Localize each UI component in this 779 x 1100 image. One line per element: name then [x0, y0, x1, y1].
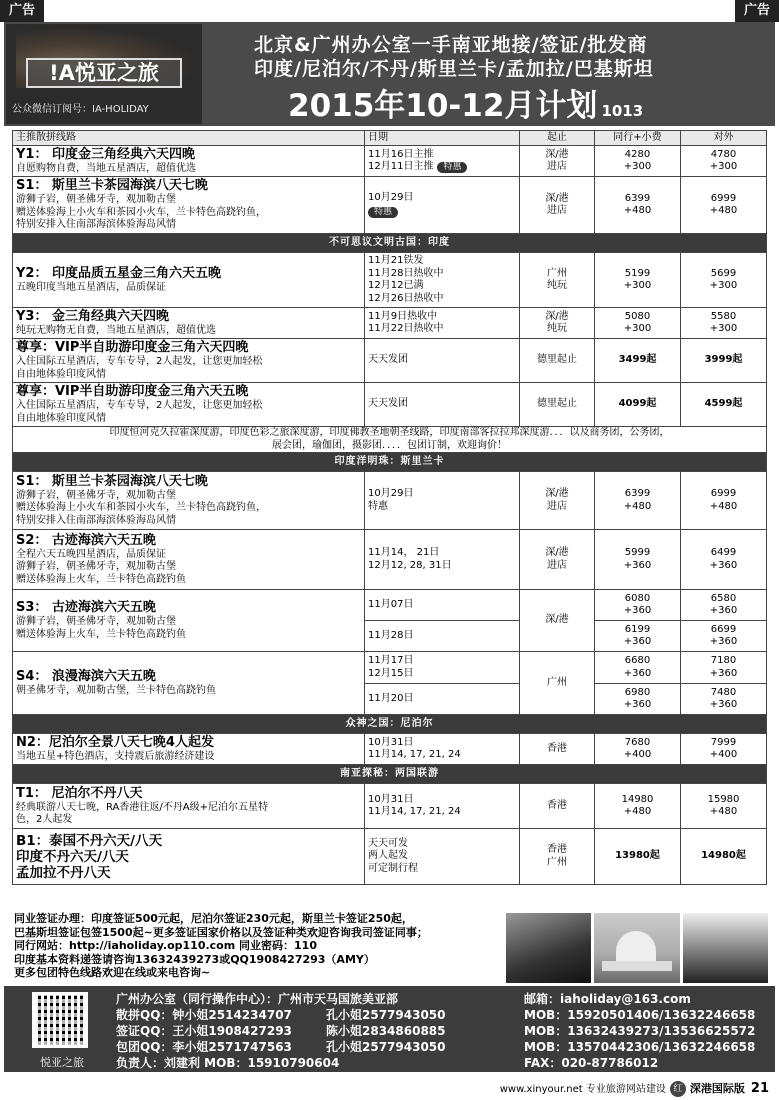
start-line: 香港	[547, 799, 567, 811]
tip: +360	[709, 667, 738, 679]
price: 6980	[624, 686, 651, 698]
peer-price-cell	[595, 253, 681, 308]
price: 6080	[624, 592, 651, 604]
col-start: 起止	[520, 131, 595, 146]
table-header-row	[13, 131, 767, 146]
fax: FAX：020-87786012	[524, 1056, 659, 1070]
route-title: T1： 尼泊尔不丹八天	[16, 785, 143, 801]
date-cell	[365, 829, 520, 885]
date-cell	[365, 621, 520, 652]
date-line	[368, 161, 516, 174]
price: 6399	[624, 192, 651, 204]
contact-row	[116, 1038, 755, 1055]
route-desc: 经典联游八天七晚，RA香港往返/不丹A级+尼泊尔五星特	[16, 801, 268, 813]
start-line: 广州	[547, 267, 567, 279]
contact-footer	[4, 986, 775, 1072]
start-line: 进店	[547, 161, 567, 172]
peer-price-cell: 13980起	[595, 829, 681, 885]
peer-price-cell: 4099起	[595, 383, 681, 427]
date-cell	[365, 472, 520, 530]
date-cell	[365, 383, 520, 427]
start-cell	[520, 784, 595, 829]
website-line[interactable]: 同行网站：http://iaholiday.op110.com 同业密码：110	[14, 939, 317, 952]
headline-countries: 印度/尼泊尔/不丹/斯里兰卡/孟加拉/巴基斯坦	[254, 58, 654, 80]
section-header-southasia	[13, 765, 767, 784]
taj-mahal-photo	[594, 913, 679, 983]
note-line: 印度恒河克久拉霍深度游，印度色彩之旅深度游，印度佛教圣地朝圣线路，印度南部客拉拉邦深度游．．．以及商务团，公务团，	[109, 427, 670, 438]
date-cell	[365, 308, 520, 339]
email[interactable]: 邮箱：iaholiday@163.com	[524, 992, 691, 1006]
start-line: 广州	[547, 856, 567, 868]
col-public: 对外	[681, 131, 767, 146]
headline-services: 北京&广州办公室一手南亚地接/签证/批发商	[254, 34, 648, 56]
route-desc: 全程六天五晚四星酒店，品质保证	[16, 548, 166, 560]
date-line: 两人起发	[368, 850, 408, 862]
price: 5199	[624, 267, 651, 279]
price: 7999	[710, 736, 737, 748]
logo-box	[6, 24, 202, 124]
india-note	[13, 427, 767, 453]
tip: +360	[623, 667, 652, 679]
route-title: S3： 古迹海滨六天五晚	[16, 600, 156, 615]
table-row	[13, 829, 767, 885]
date-line: 11月17日	[368, 655, 414, 666]
start-cell	[520, 652, 595, 715]
route-title: Y3： 金三角经典六天四晚	[16, 308, 169, 324]
route-desc: 游狮子岩，朝圣佛牙寺，观加勒古堡	[16, 616, 176, 627]
col-date: 日期	[365, 131, 520, 146]
date-line: 11月14, 17, 21, 24	[368, 749, 461, 760]
tip: +300	[623, 323, 652, 334]
route-cell	[13, 383, 365, 427]
route-cell	[13, 590, 365, 652]
peer-price-cell	[595, 177, 681, 234]
date-cell	[365, 784, 520, 829]
route-desc: 朝圣佛牙寺，观加勒古堡，兰卡特色高跷钓鱼	[16, 684, 216, 696]
table-row	[13, 652, 767, 684]
start-cell	[520, 253, 595, 308]
public-price-cell: 3999起	[681, 339, 767, 383]
start-line: 广州	[547, 676, 567, 688]
date-line: 11月9日热收中	[368, 310, 438, 322]
date-cell	[365, 339, 520, 383]
publisher-logo-icon: 红	[670, 1081, 686, 1097]
ad-tag-right: 广告	[735, 0, 779, 22]
price: 4280	[624, 148, 651, 160]
tip: +300	[709, 280, 738, 291]
table-row	[13, 308, 767, 339]
peer-price-cell	[595, 684, 681, 715]
date-line: 天天发团	[368, 398, 408, 410]
contact-row	[116, 1006, 755, 1023]
public-price-cell	[681, 784, 767, 829]
date-line: 12月12, 28, 31日	[368, 559, 452, 571]
date-line: 11月28日热收中	[368, 267, 444, 279]
tip: +480	[709, 806, 738, 817]
route-table	[12, 130, 767, 885]
route-desc: 游狮子岩，朝圣佛牙寺，观加勒古堡	[16, 194, 176, 206]
peer-price-cell	[595, 734, 681, 765]
price: 14980	[621, 793, 654, 805]
public-price-cell	[681, 472, 767, 530]
public-price-cell	[681, 652, 767, 684]
date-line: 11月22日热收中	[368, 323, 444, 334]
route-desc: 赠送体验海上火车，兰卡特色高跷钓鱼	[16, 628, 186, 640]
table-row	[13, 146, 767, 177]
route-desc: 纯玩无购物无自费，当地五星酒店，超值优选	[16, 324, 216, 336]
date-cell	[365, 177, 520, 234]
public-price-cell	[681, 734, 767, 765]
table-row	[13, 530, 767, 590]
table-row	[13, 253, 767, 308]
route-cell	[13, 784, 365, 829]
date-line: 11月14， 21日	[368, 547, 440, 558]
date-line: 11月07日	[368, 598, 414, 610]
table-row	[13, 734, 767, 765]
qr-label: 悦亚之旅	[40, 1056, 84, 1069]
date-line: 可定制行程	[368, 862, 418, 874]
contact-qq: 陈小姐2834860885	[326, 1024, 446, 1038]
start-line: 深/港	[545, 547, 569, 558]
date-line: 特惠	[368, 500, 388, 512]
start-line: 深/港	[545, 192, 569, 204]
route-cell	[13, 652, 365, 715]
section-header-india	[13, 234, 767, 253]
tip: +480	[709, 500, 738, 512]
plan-text: 2015年10-12月计划	[288, 88, 598, 124]
start-line: 进店	[547, 559, 567, 571]
route-desc: 赠送体验海上火车，兰卡特色高跷钓鱼	[16, 573, 186, 585]
peer-price-cell	[595, 472, 681, 530]
route-desc: 五晚印度当地五星酒店，品质保证	[16, 281, 166, 293]
route-title: 尊享：VIP半自助游印度金三角六天四晚	[16, 340, 249, 355]
peer-price-cell	[595, 652, 681, 684]
contact-row	[116, 1054, 658, 1071]
tip: +400	[623, 749, 652, 760]
route-cell	[13, 472, 365, 530]
col-peer: 同行+小费	[595, 131, 681, 146]
tip: +360	[709, 605, 738, 616]
price: 6680	[624, 655, 651, 666]
start-line: 德里起止	[537, 398, 577, 410]
price: 4780	[710, 148, 737, 160]
tip: +480	[623, 500, 652, 512]
col-route: 主推散拼线路	[13, 131, 365, 146]
route-title: 孟加拉不丹八天	[16, 864, 111, 881]
date-line: 天天发团	[368, 354, 408, 366]
route-cell	[13, 734, 365, 765]
start-cell	[520, 339, 595, 383]
start-cell	[520, 530, 595, 590]
table-row	[13, 472, 767, 530]
start-cell	[520, 829, 595, 885]
table-row	[13, 339, 767, 383]
monastery-photo	[506, 913, 591, 983]
date-line: 11月20日	[368, 692, 414, 704]
contact-row	[116, 1022, 755, 1039]
tip: +300	[709, 161, 738, 172]
tip: +360	[623, 636, 652, 647]
start-cell	[520, 308, 595, 339]
header-banner	[4, 22, 775, 126]
start-line: 深/港	[545, 488, 569, 499]
route-title: 印度不丹六天/八天	[16, 848, 129, 865]
special-offer-badge: 特惠	[368, 207, 398, 218]
tip: +360	[623, 605, 652, 616]
price: 7680	[624, 736, 651, 748]
photo-strip	[506, 913, 768, 983]
manager: 负责人：刘建利 MOB：15910790604	[116, 1056, 340, 1070]
start-line: 进店	[547, 500, 567, 512]
peer-price-cell	[595, 308, 681, 339]
peer-price-cell	[595, 146, 681, 177]
landscape-photo	[683, 913, 768, 983]
route-title: Y2： 印度品质五星金三角六天五晚	[16, 265, 221, 281]
date-line: 10月31日	[368, 793, 414, 805]
logo: !A悦亚之旅	[26, 58, 182, 88]
tip: +300	[709, 323, 738, 334]
note-line: 展会团，瑜伽团，摄影团．．．．包团订制，欢迎询价！	[272, 439, 507, 451]
start-line: 德里起止	[537, 354, 577, 366]
route-desc: 游狮子岩，朝圣佛牙寺，观加勒古堡	[16, 561, 176, 573]
price: 15980	[707, 793, 740, 805]
contact-mobile: MOB：13632439273/13536625572	[524, 1024, 756, 1038]
plan-title	[288, 80, 643, 125]
qr-code-icon[interactable]	[32, 992, 88, 1048]
wechat-id: 公众微信订阅号：IA-HOLIDAY	[12, 104, 149, 115]
date-line: 12月15日	[368, 667, 414, 679]
tip: +480	[623, 205, 652, 216]
date-line: 12月26日热收中	[368, 292, 444, 304]
tip: +300	[623, 280, 652, 291]
public-price-cell: 4599起	[681, 383, 767, 427]
public-price-cell	[681, 590, 767, 621]
contact-qq: 孔小姐2577943050	[326, 1040, 446, 1054]
price: 6999	[710, 488, 737, 499]
peer-price-cell	[595, 621, 681, 652]
contact-qq: 签证QQ：王小姐1908427293	[116, 1024, 292, 1038]
price: 6580	[710, 592, 737, 604]
public-price-cell: 14980起	[681, 829, 767, 885]
date-line: 11月16日主推	[368, 148, 434, 160]
date-line: 10月29日	[368, 488, 414, 499]
date-cell	[365, 734, 520, 765]
tip: +400	[709, 749, 738, 760]
public-price-cell	[681, 177, 767, 234]
price: 5080	[624, 310, 651, 322]
start-line: 纯玩	[547, 323, 567, 334]
date-line: 天天可发	[368, 837, 408, 849]
tip: +360	[709, 699, 738, 710]
date-line: 11月21铁发	[368, 255, 424, 266]
public-price-cell	[681, 146, 767, 177]
start-cell	[520, 146, 595, 177]
contact-qq: 孔小姐2577943050	[326, 1008, 446, 1022]
tip: +360	[623, 699, 652, 710]
visa-line: 更多包团特色线路欢迎在线或来电咨询~	[14, 966, 211, 979]
route-title: S4： 浪漫海滨六天五晚	[16, 668, 156, 684]
date-line: 12月12已满	[368, 280, 424, 291]
route-desc: 特别安排入住南部海滨体验海岛风情	[16, 514, 176, 526]
start-line: 香港	[547, 742, 567, 754]
price: 6399	[624, 488, 651, 499]
date-cell	[365, 590, 520, 621]
price: 5999	[624, 547, 651, 558]
route-title: N2：尼泊尔全景八天七晚4人起发	[16, 734, 214, 750]
route-title: S1： 斯里兰卡茶园海滨八天七晚	[16, 473, 208, 489]
route-title: Y1： 印度金三角经典六天四晚	[16, 146, 195, 162]
peer-price-cell	[595, 590, 681, 621]
route-cell	[13, 339, 365, 383]
date-text: 12月11日主推	[368, 161, 434, 172]
visa-line: 巴基斯坦签证包签1500起~更多签证国家价格以及签证种类欢迎咨询我司签证同事；	[14, 925, 428, 939]
tip: +360	[709, 559, 738, 571]
route-title: 尊享：VIP半自助游印度金三角六天五晚	[16, 384, 249, 399]
peer-price-cell	[595, 784, 681, 829]
price: 7180	[710, 655, 737, 666]
price: 5580	[710, 310, 737, 322]
ad-tag-left: 广告	[0, 0, 44, 22]
tip: +360	[623, 559, 652, 571]
public-price-cell	[681, 530, 767, 590]
tip: +480	[709, 205, 738, 216]
office-address: 广州办公室（同行操作中心）：广州市天马国旅美亚部	[116, 992, 399, 1006]
section-header-srilanka	[13, 453, 767, 472]
route-desc: 自由地体验印度风情	[16, 412, 106, 424]
date-cell	[365, 652, 520, 684]
route-cell	[13, 146, 365, 177]
start-cell	[520, 177, 595, 234]
date-line: 10月29日	[368, 191, 414, 203]
page-footer	[0, 1078, 779, 1100]
peer-price-cell: 3499起	[595, 339, 681, 383]
section-header-nepal	[13, 715, 767, 734]
route-cell	[13, 177, 365, 234]
price: 6999	[710, 192, 737, 204]
date-cell	[365, 684, 520, 715]
route-desc: 入住国际五星酒店，专车专导，2人起发，让您更加轻松	[16, 400, 263, 411]
peer-price-cell	[595, 530, 681, 590]
start-line: 深/港	[545, 310, 569, 322]
table-row	[13, 784, 767, 829]
start-line: 深/港	[545, 614, 569, 626]
visa-line: 同业签证办理：印度签证500元起，尼泊尔签证230元起，斯里兰卡签证250起，	[14, 912, 413, 925]
route-cell	[13, 308, 365, 339]
table-row	[13, 383, 767, 427]
table-row	[13, 590, 767, 621]
public-price-cell	[681, 621, 767, 652]
route-cell	[13, 253, 365, 308]
start-cell	[520, 734, 595, 765]
route-cell	[13, 530, 365, 590]
price: 6499	[710, 547, 737, 558]
start-cell	[520, 590, 595, 652]
route-desc: 自由地体验印度风情	[16, 368, 106, 380]
contact-qq: 散拼QQ：钟小姐2514234707	[116, 1008, 292, 1022]
route-desc: 色，2人起发	[16, 814, 73, 825]
public-price-cell	[681, 253, 767, 308]
route-cell	[13, 829, 365, 885]
section-title: 不可思议文明古国：印度	[13, 234, 767, 253]
table-row	[13, 177, 767, 234]
visa-line: 印度基本资料递签请咨询13632439273或QQ1908427293（AMY）	[14, 952, 375, 966]
start-line: 深/港	[545, 148, 569, 160]
price: 6699	[710, 623, 737, 635]
section-title: 南亚探秘：两国联游	[13, 765, 767, 784]
site-credit: www.xinyour.net 专业旅游网站建设	[499, 1084, 666, 1095]
date-cell	[365, 253, 520, 308]
date-cell	[365, 530, 520, 590]
contact-qq: 包团QQ：李小姐2571747563	[116, 1040, 292, 1054]
route-desc: 游狮子岩，朝圣佛牙寺，观加勒古堡	[16, 489, 176, 501]
price: 7480	[710, 686, 737, 698]
route-desc: 特别安排入住南部海滨体验海岛风情	[16, 219, 176, 231]
india-note-row	[13, 427, 767, 453]
date-line: 10月31日	[368, 736, 414, 748]
tip: +480	[623, 806, 652, 817]
contact-mobile: MOB：13570442306/13632246658	[524, 1040, 756, 1054]
route-desc: 赠送体验海上小火车和茶园小火车，兰卡特色高跷钓鱼，	[16, 502, 266, 514]
route-desc: 赠送体验海上小火车和茶园小火车，兰卡特色高跷钓鱼，	[16, 206, 266, 218]
start-line: 纯玩	[547, 280, 567, 291]
start-line: 香港	[547, 844, 567, 855]
route-title: B1：泰国不丹六天/八天	[16, 832, 163, 849]
route-desc: 自愿购物自费，当地五星酒店，超值优选	[16, 162, 196, 174]
route-title: S2： 古迹海滨六天五晚	[16, 532, 156, 548]
date-cell	[365, 146, 520, 177]
route-desc: 入住国际五星酒店，专车专导，2人起发，让您更加轻松	[16, 356, 263, 367]
tip: +300	[623, 161, 652, 172]
plan-code: 1013	[601, 102, 644, 120]
start-line: 进店	[547, 205, 567, 216]
public-price-cell	[681, 684, 767, 715]
tip: +360	[709, 636, 738, 647]
date-line: 11月14, 17, 21, 24	[368, 806, 461, 817]
route-title: S1： 斯里兰卡茶园海滨八天七晚	[16, 178, 208, 194]
special-offer-badge: 特惠	[437, 162, 467, 173]
route-desc: 当地五星+特色酒店，支持震后旅游经济建设	[16, 750, 215, 762]
section-title: 印度洋明珠：斯里兰卡	[13, 453, 767, 472]
page-number: 21	[750, 1081, 769, 1096]
public-price-cell	[681, 308, 767, 339]
section-title: 众神之国：尼泊尔	[13, 715, 767, 734]
start-cell	[520, 472, 595, 530]
price: 6199	[624, 623, 651, 635]
visa-info	[14, 912, 504, 980]
price: 5699	[710, 267, 737, 279]
start-cell	[520, 383, 595, 427]
magazine-brand: 深港国际版	[689, 1082, 745, 1095]
date-line: 11月28日	[368, 629, 414, 641]
contact-mobile: MOB：15920501406/13632246658	[524, 1008, 756, 1022]
